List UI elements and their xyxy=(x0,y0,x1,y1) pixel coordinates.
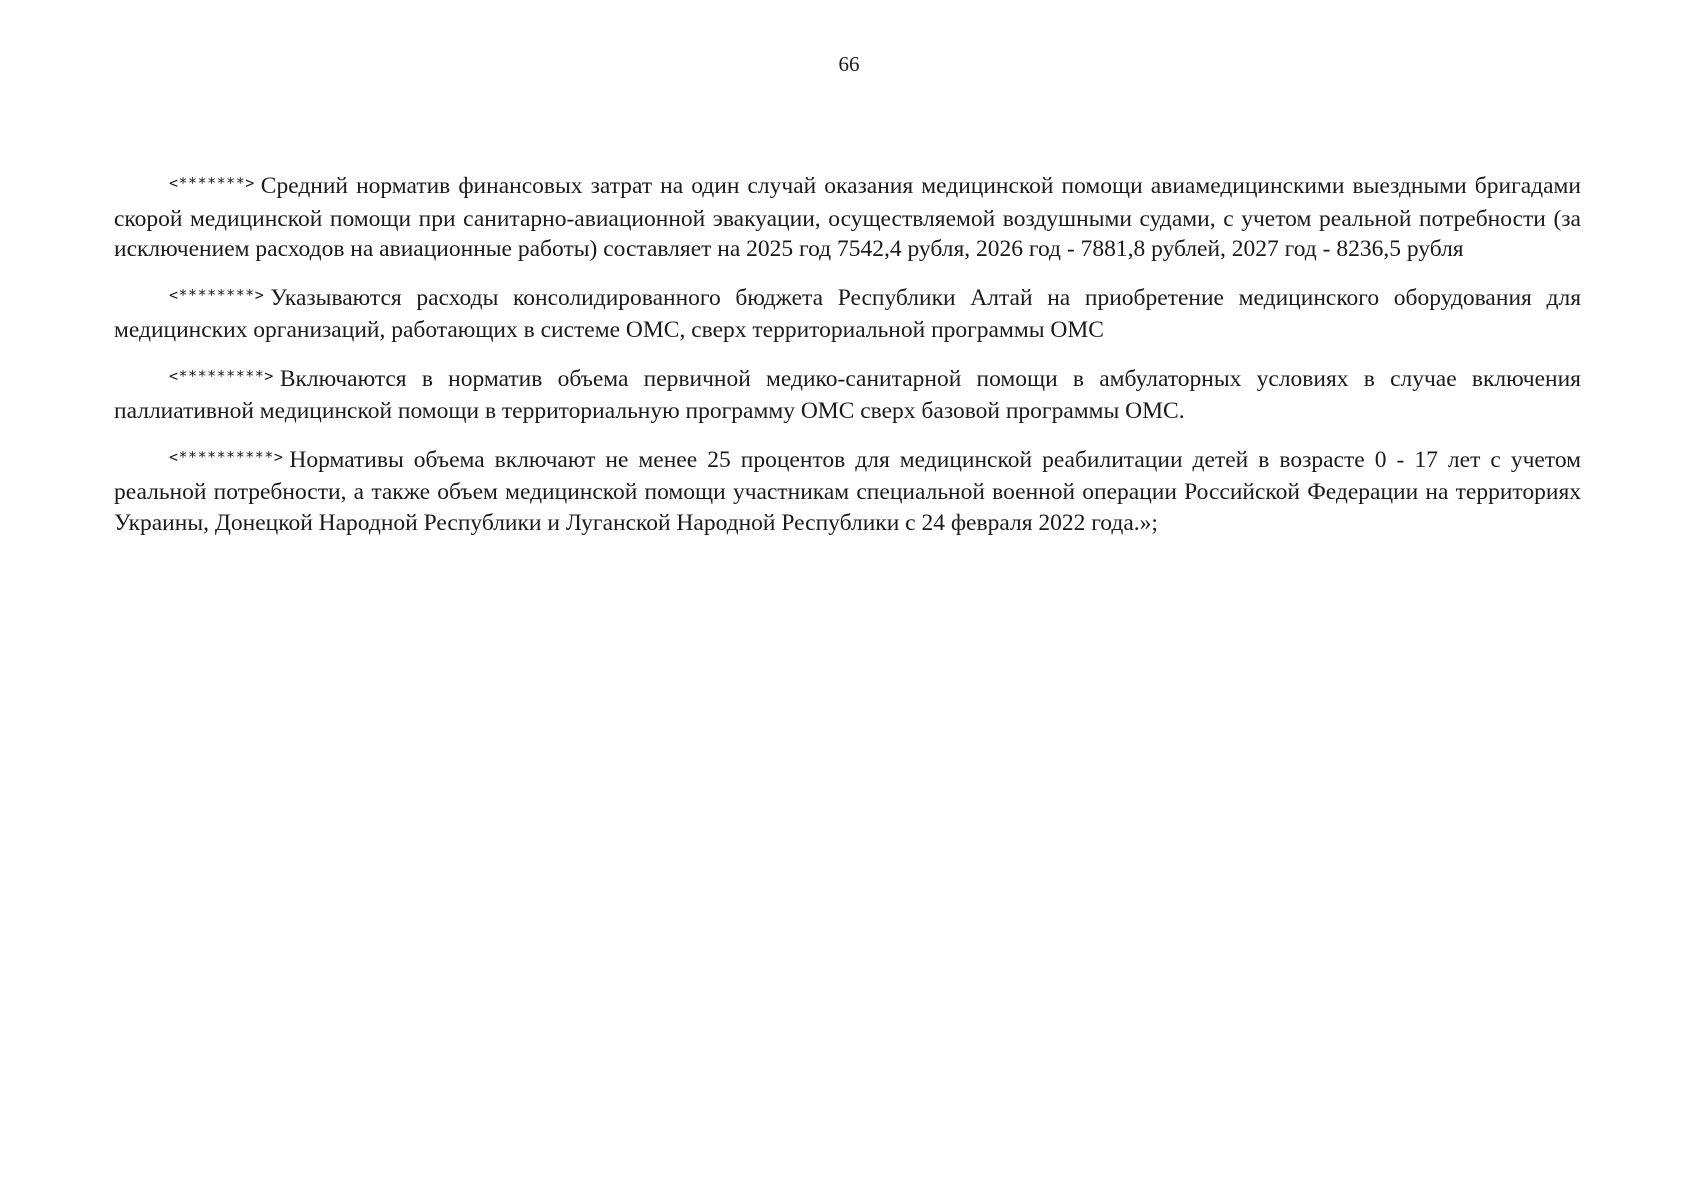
footnote-marker: <*********> xyxy=(169,366,274,385)
footnote-text: Включаются в норматив объема первичной медико-санитарной помощи в амбулаторных условиях в случае включения паллиативной медицинской помощи в территориальную программу ОМС сверх базовой программы ОМС. xyxy=(114,365,1581,424)
footnote-marker: <**********> xyxy=(169,447,284,466)
footnote-8-stars xyxy=(114,283,1581,346)
footnote-7-stars xyxy=(114,171,1581,265)
footnote-text: Нормативы объема включают не менее 25 процентов для медицинской реабилитации детей в возрасте 0 - 17 лет с учетом реальной потребности, а также объем медицинской помощи участникам специальной военной операции Российской Федерации на территориях Украины, Донецкой Народной Республики и Луганской Народной Республики с 24 февраля 2022 года.»; xyxy=(114,446,1581,536)
footnote-marker: <********> xyxy=(169,285,265,304)
footnote-10-stars xyxy=(114,445,1581,539)
footnote-text: Указываются расходы консолидированного бюджета Республики Алтай на приобретение медицинского оборудования для медицинских организаций, работающих в системе ОМС, сверх территориальной программы ОМС xyxy=(114,284,1581,343)
footnote-9-stars xyxy=(114,364,1581,427)
page-number: 66 xyxy=(838,52,860,76)
footnote-marker: <*******> xyxy=(169,174,255,192)
footnote-text: Средний норматив финансовых затрат на один случай оказания медицинской помощи авиамедицинскими выездными бригадами скорой медицинской помощи при санитарно-авиационной эвакуации, осуществляемой воздушными судами, с учетом реальной потребности (за исключением расходов на авиационные работы) составляет на 2025 год 7542,4 рубля, 2026 год - 7881,8 рублей, 2027 год - 8236,5 рубля xyxy=(114,173,1581,262)
footnotes-section xyxy=(114,171,1581,556)
